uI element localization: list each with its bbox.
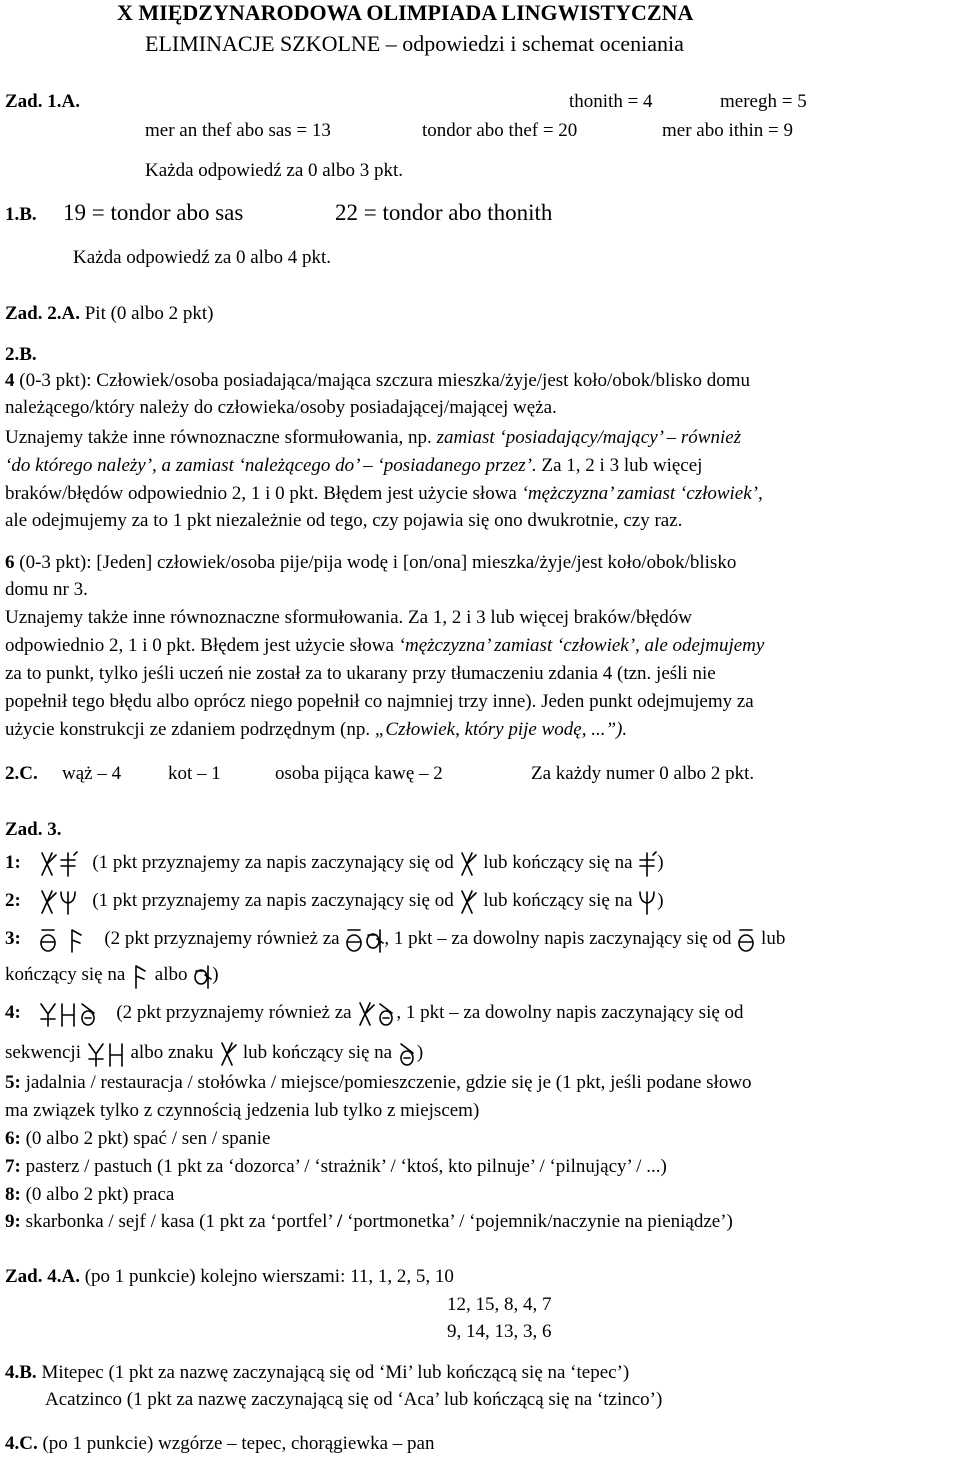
- tree-glyph: [637, 889, 657, 915]
- z3-row-9: [5, 1210, 733, 1234]
- house-glyph: [106, 1041, 126, 1067]
- p4-line-2: należącego/który należy do człowieka/osoby posiadającej/mającej węża.: [5, 397, 557, 418]
- z3-row-5: [5, 1071, 752, 1095]
- z3-text-4d: albo znaku: [130, 1042, 214, 1063]
- z3-text-7: pasterz / pastuch (1 pkt za ‘dozorca’ / ‘strażnik’ / ‘ktoś, kto pilnuje’ / ‘pilnujący’ / ...): [25, 1156, 667, 1177]
- z3-row-5b: ma związek tylko z czynnością jedzenia lub tylko z miejscem): [5, 1100, 480, 1121]
- z3-text-3e: albo: [154, 964, 188, 985]
- flag-glyph: [66, 927, 86, 953]
- z3-num-5: 5:: [5, 1072, 21, 1093]
- circle-bar-glyph: [344, 927, 364, 953]
- z3-text-3b: , 1 pkt – za dowolny napis zaczynający się od: [384, 928, 732, 949]
- z3-row-6: [5, 1127, 270, 1151]
- z3-slash-9: /: [337, 1211, 343, 1232]
- task-4a-row-2: 12, 15, 8, 4, 7: [447, 1294, 552, 1315]
- answer-cat: kot – 1: [168, 763, 221, 784]
- z3-text-1b: lub kończący się na: [483, 852, 633, 873]
- task-2a-label: Zad. 2.A.: [5, 303, 80, 324]
- task-1a-label: Zad. 1.A.: [5, 91, 80, 112]
- p4-text-1: (0-3 pkt): Człowiek/osoba posiadająca/mająca szczura mieszka/żyje/jest koło/obok/blisko domu: [19, 370, 751, 391]
- p6-text-4: odpowiednio 2, 1 i 0 pkt. Błędem jest użycie słowa: [5, 635, 394, 656]
- answer-meregh: meregh = 5: [720, 91, 807, 112]
- p6-line-2: domu nr 3.: [5, 579, 88, 600]
- p4-text-5b: Błędem jest użycie słowa: [323, 483, 517, 504]
- z3-row-2: [5, 886, 664, 916]
- answer-19: 19 = tondor abo sas: [63, 200, 244, 225]
- p6-line-1: [5, 551, 736, 575]
- z3-row-3: [5, 924, 785, 954]
- task-3-label: Zad. 3.: [5, 819, 62, 840]
- p4-line-1: [5, 369, 750, 393]
- answer-coffee: osoba pijąca kawę – 2: [275, 763, 443, 784]
- p6-text-7: użycie konstrukcji ze zdaniem podrzędnym (np.: [5, 719, 371, 740]
- z3-text-2a: (1 pkt przyznajemy za napis zaczynający się od: [92, 890, 454, 911]
- water-glyph: [637, 851, 657, 877]
- p6-text-1: (0-3 pkt): [Jeden] człowiek/osoba pije/pija wodę i [on/ona] mieszka/żyje/jest koło/obok/blisko: [19, 552, 737, 573]
- z3-text-1c: ): [657, 852, 664, 873]
- answer-20: tondor abo thef = 20: [422, 120, 578, 141]
- p4-italic-4: ‘do którego należy’, a zamiast ‘należącego do’ – ‘posiadanego przez’.: [5, 455, 537, 476]
- task-1b-label: 1.B.: [5, 204, 37, 225]
- p4-italic-5: ‘mężczyzna’ zamiast ‘człowiek’,: [521, 483, 763, 504]
- task-4a: [5, 1265, 454, 1289]
- house-glyph: [58, 1001, 78, 1027]
- z3-text-8: (0 albo 2 pkt) praca: [25, 1184, 175, 1205]
- page-subtitle: ELIMINACJE SZKOLNE – odpowiedzi i schemat oceniania: [145, 31, 684, 56]
- p6-line-6: popełnił tego błędu albo oprócz niego popełnił co najmniej trzy inne). Jeden punkt odejmujemy za: [5, 691, 754, 712]
- answer-snake: wąż – 4: [62, 763, 122, 784]
- z3-row-8: [5, 1183, 174, 1207]
- p4-line-4: [5, 454, 702, 478]
- z3-text-2c: ): [657, 890, 664, 911]
- z3-num-2: 2:: [5, 890, 21, 911]
- z3-text-6: (0 albo 2 pkt) spać / sen / spanie: [25, 1128, 271, 1149]
- p6-line-5: za to punkt, tylko jeśli uczeń nie został za to ukarany przy tłumaczeniu zdania 4 (tzn. jeśli nie: [5, 663, 716, 684]
- z3-num-4: 4:: [5, 1002, 21, 1023]
- page-title: X MIĘDZYNARODOWA OLIMPIADA LINGWISTYCZNA: [117, 0, 694, 25]
- p4-num: 4: [5, 370, 15, 391]
- p4-text-3: Uznajemy także inne równoznaczne sformułowania, np.: [5, 427, 432, 448]
- answer-thonith: thonith = 4: [569, 91, 653, 112]
- z3-text-4f: ): [416, 1042, 424, 1063]
- answer-22: 22 = tondor abo thonith: [335, 200, 553, 225]
- task-4c: [5, 1432, 434, 1456]
- z3-text-2b: lub kończący się na: [483, 890, 633, 911]
- task-2a-text: Pit (0 albo 2 pkt): [84, 303, 214, 324]
- water-glyph: [58, 851, 78, 877]
- p6-line-3: Uznajemy także inne równoznaczne sformułowania. Za 1, 2 i 3 lub więcej braków/błędów: [5, 607, 692, 628]
- task-2c-label: 2.C.: [5, 763, 38, 784]
- drop-glyph: [397, 1041, 417, 1067]
- task-4a-text: (po 1 punkcie) kolejno wierszami: 11, 1, 2, 5, 10: [84, 1266, 454, 1287]
- z3-text-4a: (2 pkt przyznajemy również za: [116, 1002, 352, 1023]
- cross-glyph: [38, 1001, 58, 1027]
- circle-bar-glyph: [736, 927, 756, 953]
- drop-glyph: [376, 1001, 396, 1027]
- z3-num-9: 9:: [5, 1211, 21, 1232]
- p4-text-4: Za 1, 2 i 3 lub więcej: [541, 455, 703, 476]
- p4-line-6: ale odejmujemy za to 1 pkt niezależnie od tego, czy pojawia się ono dwukrotnie, czy raz.: [5, 510, 683, 531]
- p6-italic-7: „Człowiek, który pije wodę, ...”).: [374, 719, 628, 740]
- p4-text-5: braków/błędów odpowiednio 2, 1 i 0 pkt.: [5, 483, 319, 504]
- z3-num-1: 1:: [5, 852, 21, 873]
- task-4b-line-2: Acatzinco (1 pkt za nazwę zaczynającą się od ‘Aca’ lub kończącą się na ‘tzinco’): [45, 1389, 663, 1410]
- drop-glyph: [78, 1001, 98, 1027]
- task-4a-row-3: 9, 14, 13, 3, 6: [447, 1321, 552, 1342]
- z3-text-3c: lub: [761, 928, 786, 949]
- flag-glyph: [130, 963, 150, 989]
- p4-italic-3: zamiast ‘posiadający/mający’ – również: [436, 427, 742, 448]
- task-4b-label: 4.B.: [5, 1362, 37, 1383]
- p4-line-3: [5, 426, 741, 450]
- z3-text-4e: lub kończący się na: [242, 1042, 393, 1063]
- p6-line-4: [5, 634, 764, 658]
- task-4a-label: Zad. 4.A.: [5, 1266, 80, 1287]
- z3-text-4b: , 1 pkt – za dowolny napis zaczynający się od: [396, 1002, 744, 1023]
- answer-9: mer abo ithin = 9: [662, 120, 794, 141]
- person-glyph: [38, 889, 58, 915]
- person-glyph: [38, 851, 58, 877]
- tree-glyph: [58, 889, 78, 915]
- task-4c-text: (po 1 punkcie) wzgórze – tepec, chorągiewka – pan: [42, 1433, 435, 1454]
- circle-bar-glyph: [38, 927, 58, 953]
- z3-num-8: 8:: [5, 1184, 21, 1205]
- cross-glyph: [192, 963, 212, 989]
- person-glyph: [458, 889, 478, 915]
- z3-text-1a: (1 pkt przyznajemy za napis zaczynający się od: [92, 852, 454, 873]
- cross-glyph: [86, 1041, 106, 1067]
- task-2c-score: Za każdy numer 0 albo 2 pkt.: [531, 763, 755, 784]
- z3-text-3a: (2 pkt przyznajemy również za: [104, 928, 340, 949]
- z3-row-1: [5, 848, 664, 878]
- z3-text-9: skarbonka / sejf / kasa (1 pkt za ‘portfel’: [25, 1211, 333, 1232]
- task-2a: [5, 302, 214, 326]
- task-1a-score: Każda odpowiedź za 0 albo 3 pkt.: [145, 160, 403, 181]
- z3-text-5a: jadalnia / restauracja / stołówka / miejsce/pomieszczenie, gdzie się je (1 pkt, jeśli podane słowo: [25, 1072, 752, 1093]
- z3-text-3f: ): [212, 964, 219, 985]
- z3-text-3d: kończący się na: [5, 964, 126, 985]
- task-4b: [5, 1361, 629, 1385]
- z3-row-4: [5, 998, 744, 1028]
- task-4c-label: 4.C.: [5, 1433, 38, 1454]
- z3-text-4c: sekwencji: [5, 1042, 81, 1063]
- person-glyph: [218, 1041, 238, 1067]
- z3-row-3b: [5, 960, 219, 990]
- z3-row-7: [5, 1155, 667, 1179]
- person-glyph: [356, 1001, 376, 1027]
- task-4b-line-1: Mitepec (1 pkt za nazwę zaczynającą się od ‘Mi’ lub kończącą się na ‘tepec’): [41, 1362, 630, 1383]
- p6-num: 6: [5, 552, 15, 573]
- z3-text-9b: ‘portmonetka’ / ‘pojemnik/naczynie na pieniądze’): [347, 1211, 733, 1232]
- p6-italic-4: ‘mężczyzna’ zamiast ‘człowiek’, ale odejmujemy: [398, 635, 765, 656]
- z3-num-7: 7:: [5, 1156, 21, 1177]
- person-glyph: [458, 851, 478, 877]
- z3-num-3: 3:: [5, 928, 21, 949]
- task-2b-label: 2.B.: [5, 344, 37, 365]
- task-1b-score: Każda odpowiedź za 0 albo 4 pkt.: [73, 247, 331, 268]
- answer-13: mer an thef abo sas = 13: [145, 120, 331, 141]
- cross-glyph: [364, 927, 384, 953]
- z3-num-6: 6:: [5, 1128, 21, 1149]
- z3-row-4b: [5, 1038, 423, 1068]
- p4-line-5: [5, 482, 763, 506]
- p6-line-7: [5, 718, 627, 742]
